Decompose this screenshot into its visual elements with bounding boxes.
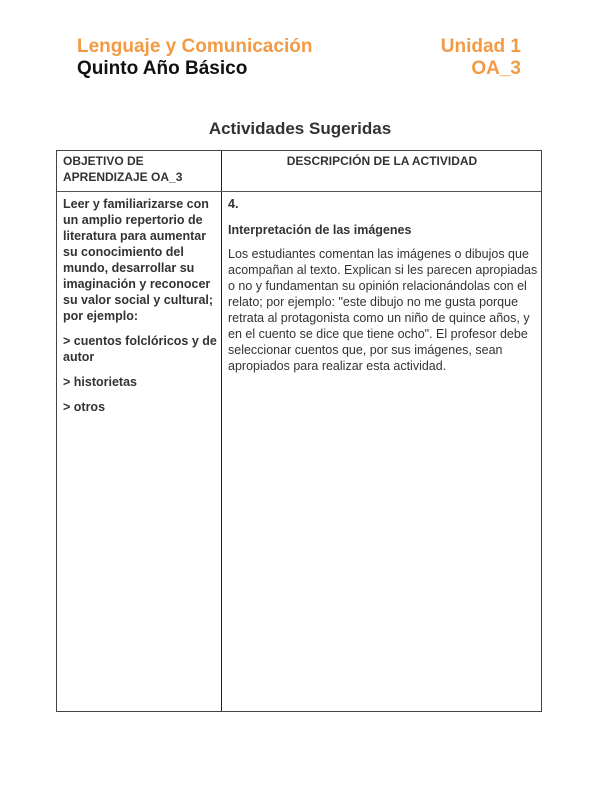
document-header-right — [441, 36, 521, 80]
activity-title: Interpretación de las imágenes — [228, 223, 412, 237]
activity-description: Los estudiantes comentan las imágenes o dibujos que acompañan al texto. Explican si les parecen apropiadas o no y fundamentan su opinión relacionándolas con el relato; por ejemplo: "este dibujo no me gusta porque retrata al protagonista como un niño de quince años, y en el cuento se dice que tiene ocho". El profesor debe seleccionar cuentos que, por sus imágenes, sean apropiados para realizar esta actividad. — [228, 247, 538, 373]
activity-cell — [228, 196, 540, 374]
document-header-left — [77, 36, 312, 80]
column-divider — [221, 151, 222, 711]
activities-table — [56, 150, 542, 712]
grade-level: Quinto Año Básico — [77, 58, 248, 79]
header-objective: OBJETIVO DE APRENDIZAJE OA_3 — [63, 154, 183, 184]
section-title: Actividades Sugeridas — [208, 119, 392, 138]
subject-title: Lenguaje y Comunicación — [77, 36, 313, 57]
objective-cell — [63, 196, 219, 424]
oa-code: OA_3 — [471, 58, 521, 79]
objective-item: > cuentos folclóricos y de autor — [63, 334, 217, 364]
header-divider — [57, 191, 541, 192]
objective-item: > otros — [63, 400, 106, 414]
objective-item: > historietas — [63, 375, 137, 389]
unit-label: Unidad 1 — [440, 36, 521, 57]
header-description: DESCRIPCIÓN DE LA ACTIVIDAD — [286, 154, 478, 168]
objective-text: Leer y familiarizarse con un amplio repertorio de literatura para aumentar su conocimiento del mundo, desarrollar su imaginación y reconocer su valor social y cultural; por ejemplo: — [63, 197, 214, 323]
activity-number: 4. — [228, 197, 239, 211]
